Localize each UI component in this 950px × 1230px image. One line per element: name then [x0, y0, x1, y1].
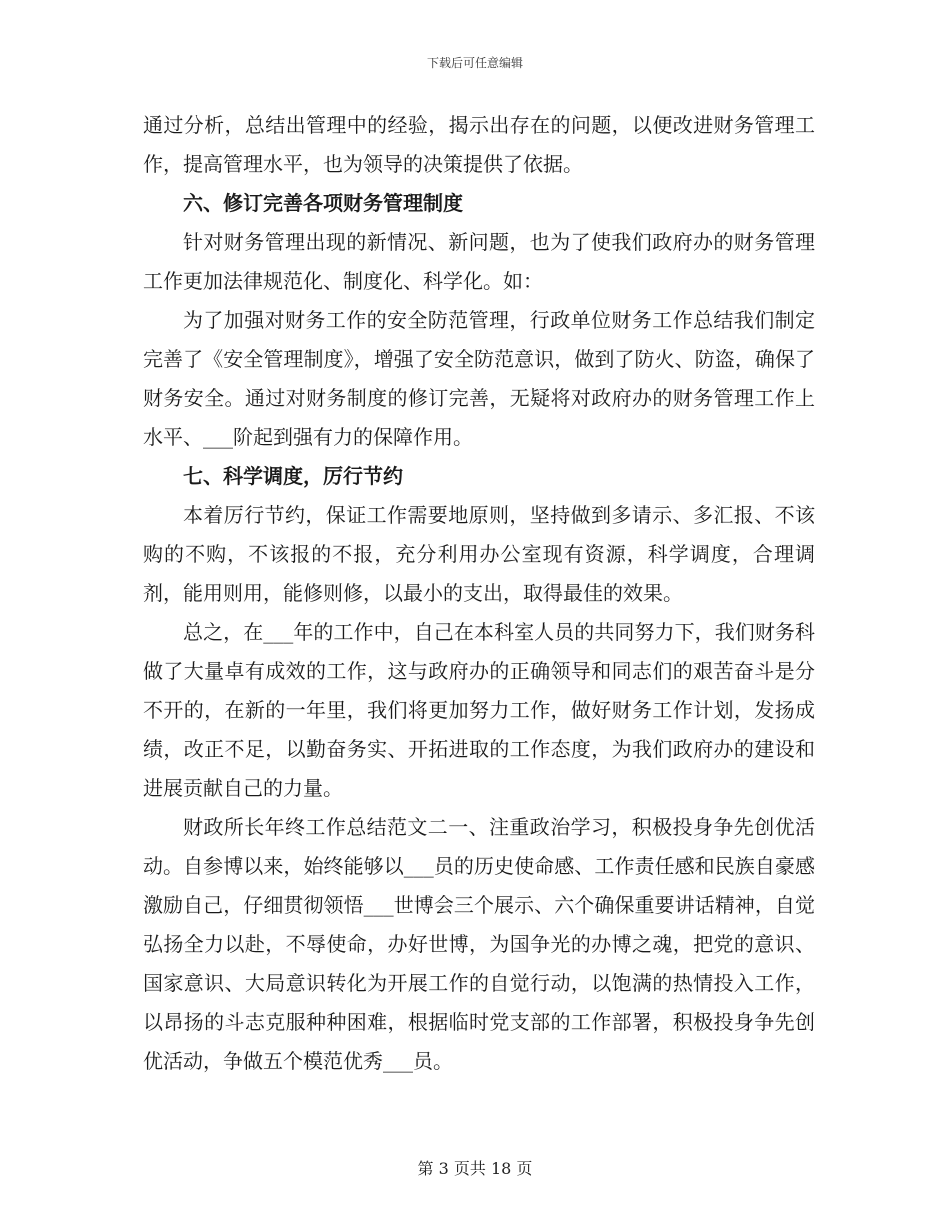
- paragraph: 针对财务管理出现的新情况、新问题，也为了使我们政府办的财务管理工作更加法律规范化、制度化、科学化。如：: [143, 230, 815, 293]
- page-footer: 第 3 页共 18 页: [417, 1159, 533, 1178]
- page-header: 下载后可任意编辑: [426, 56, 523, 70]
- paragraph: 财政所长年终工作总结范文二一、注重政治学习，积极投身争先创优活动。自参博以来，始终能够以___员的历史使命感、工作责任感和民族自豪感激励自己，仔细贯彻领悟___世博会三个展示、六个确保重要讲话精神，自觉弘扬全力以赴，不辱使命，办好世博，为国争光的办博之魂，把党的意识、国家意识、大局意识转化为开展工作的自觉行动，以饱满的热情投入工作，以昂扬的斗志克服种种困难，根据临时党支部的工作部署，积极投身争先创优活动，争做五个模范优秀___员。: [143, 815, 815, 1073]
- paragraph: 为了加强对财务工作的安全防范管理，行政单位财务工作总结我们制定完善了《安全管理制度》，增强了安全防范意识，做到了防火、防盗，确保了财务安全。通过对财务制度的修订完善，无疑将对政府办的财务管理工作上水平、___阶起到强有力的保障作用。: [143, 308, 815, 449]
- paragraph-continuation: 通过分析，总结出管理中的经验，揭示出存在的问题，以便改进财务管理工作，提高管理水平，也为领导的决策提供了依据。: [143, 113, 815, 176]
- section-heading-6: 六、修订完善各项财务管理制度: [183, 191, 463, 215]
- document-body: [143, 106, 815, 1081]
- section-heading-7: 七、科学调度，厉行节约: [183, 464, 403, 488]
- paragraph: 总之，在___年的工作中，自己在本科室人员的共同努力下，我们财务科做了大量卓有成效的工作，这与政府办的正确领导和同志们的艰苦奋斗是分不开的，在新的一年里，我们将更加努力工作，做好财务工作计划，发扬成绩，改正不足，以勤奋务实、开拓进取的工作态度，为我们政府办的建设和进展贡献自己的力量。: [143, 620, 815, 800]
- paragraph: 本着厉行节约，保证工作需要地原则，坚持做到多请示、多汇报、不该购的不购，不该报的不报，充分利用办公室现有资源，科学调度，合理调剂，能用则用，能修则修，以最小的支出，取得最佳的效果。: [143, 503, 815, 605]
